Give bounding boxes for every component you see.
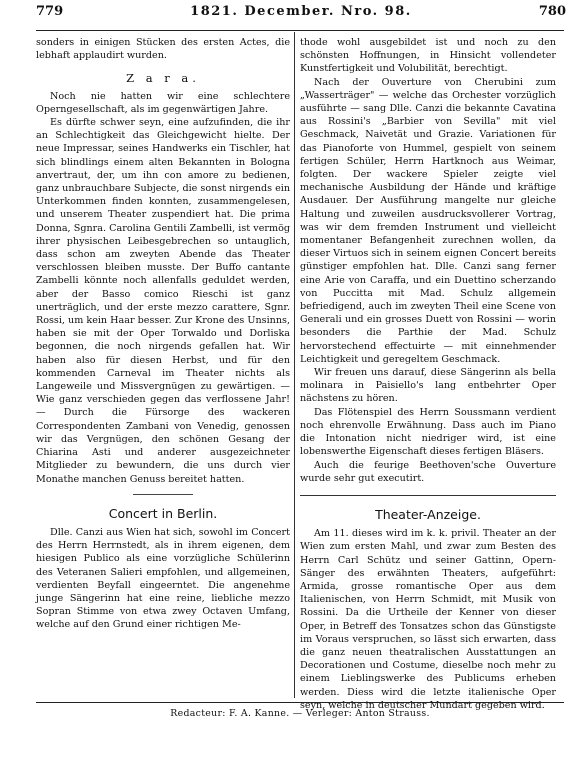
right-column — [300, 36, 556, 712]
footer-credits: Redacteur: F. A. Kanne. — Verleger: Anton Strauss. — [170, 708, 430, 719]
zara-paragraph-1: Noch nie hatten wir eine schlechtere Operngesellschaft, als im gegenwärtigen Jahre. — [36, 90, 290, 115]
page-number-right: 780 — [538, 4, 566, 19]
theater-paragraph: Am 11. dieses wird im k. k. privil. Theater an der Wien zum ersten Mahl, und zwar zum Besten des Herrn Carl Schütz und seiner Gattinn, Opern-Sänger des erwähnten Theaters, aufgeführt: Armida, grosse romantische Oper aus dem Italienischen, von Herrn Schmidt, mit Musik von Rossini. Da die Urtheile der Kenner von dieser Oper, in Betreff des Tonsatzes schon das Günstigste im Voraus verspruchen, so lässt sich erwarten, dass die ganz neuen theatralischen Ausstattungen an Decorationen und Costume, dieselbe noch mehr zu einem Lieblingswerke des Publicums erheben werden. Diess wird die letzte italienische Oper seyn, welche in deutscher Mundart gegeben wird. — [300, 528, 556, 711]
footer-rule — [36, 702, 564, 703]
berlin-paragraph-3: Wir freuen uns darauf, diese Sängerinn als bella molinara in Paisiello's lang entbehrter Oper nächstens zu hören. — [300, 367, 556, 405]
section-divider — [133, 494, 193, 495]
column-divider — [294, 32, 295, 698]
page-number-left: 779 — [36, 4, 64, 19]
section-title-zara: Z a r a. — [126, 71, 200, 86]
page-footer — [36, 702, 564, 719]
berlin-paragraph-2: Nach der Ouverture von Cherubini zum „Wasserträger" — welche das Orchester vorzüglich ausführte — sang Dlle. Canzi die bekannte Cavatina aus Rossini's „Barbier von Sevilla" mit viel Geschmack, Naivetät und Grazie. Variationen für das Pianoforte von Hummel, gespielt von seinem fertigen Schüler, Herrn Hartknoch aus Weimar, folgten. Der wackere Spieler zeigte viel mechanische Ausbildung der Hände und kräftige Ausdauer. Der Ausführung mangelte nur gleiche Haltung und zuweilen ausdrucksvollerer Vortrag, was wir dem fremden Instrument und vielleicht momentaner Befangenheit zurechnen wollen, da dieser Virtuos sich in seinem eignen Concert bereits günstiger empfohlen hat. Dlle. Canzi sang ferner eine Arie von Caraffa, und ein Duettino scherzando von Puccitta mit Mad. Schulz allgemein befriedigend, auch im zweyten Theil eine Scene von Generali und ein grosses Duett von Rossini — worin besonders die Parthie der Mad. Schulz hervorstechend effectuirte — mit einnehmender Leichtigkeit und geregeltem Geschmack. — [300, 76, 556, 365]
section-title-berlin: Concert in Berlin. — [108, 505, 218, 521]
berlin-paragraph-5: Auch die feurige Beethoven'sche Ouverture wurde sehr gut executirt. — [300, 459, 556, 484]
issue-heading: 1821. December. Nro. 98. — [190, 4, 412, 19]
berlin-paragraph-4: Das Flötenspiel des Herrn Soussmann verdient noch ehrenvolle Erwähnung. Dass auch im Piano die Intonation nicht niedriger wird, ist eine lobenswerthe Eigenschaft dieses fertigen Bläsers. — [300, 406, 556, 458]
left-column — [36, 36, 290, 632]
page-header — [36, 4, 566, 28]
berlin-paragraph-1: Dlle. Canzi aus Wien hat sich, sowohl im Concert des Herrn Herrnstedt, als in ihrem eigenen, dem hiesigen Publico als eine vorzügliche Schülerinn des Veteranen Salieri empfohlen, und allgemeinen, verdienten Beyfall eingeerntet. Die angenehme junge Sängerinn hat eine reine, liebliche mezzo Sopran Stimme von etwa zwey Octaven Umfang, welche auf den Grund einer richtigen Me- — [36, 526, 290, 631]
section-divider-right — [300, 495, 556, 496]
berlin-continued-paragraph: thode wohl ausgebildet ist und noch zu den schönsten Hoffnungen, in Hinsicht vollendeter Kunstfertigkeit und Volubilität, berechtigt. — [300, 37, 556, 75]
zara-paragraph-2: Es dürfte schwer seyn, eine aufzufinden, die ihr an Schlechtigkeit das Gleichgewicht hielte. Der neue Impressar, seines Handwerks ein Tischler, hat sich blindlings einem alten Bekannten in Bologna anvertraut, der, um ihn con amore zu bedienen, ganz unbrauchbare Subjecte, die sonst nirgends ein Unterkommen finden konnten, zusammengelesen, und unserem Theater zuspendiert hat. Die prima Donna, Sgnra. Carolina Gentili Zambelli, ist vermög ihrer physischen Leibesgebrechen so untauglich, dass schon am zweyten Abende das Theater verschlossen bleiben musste. Der Buffo cantante Zambelli könnte noch allenfalls geduldet werden, aber der Basso comico Rieschi ist ganz unerträglich, und der erste mezzo carattere, Sgnr. Rossi, um kein Haar besser. Zur Krone des Unsinns, haben sie mit der Oper Torwaldo und Dorliska begonnen, die noch nirgends gefallen hat. Wir haben also für diesen Herbst, und für den kommenden Carneval im Theater nichts als Langeweile und Missvergnügen zu gewärtigen. — Wie ganz verschieden gegen das verflossene Jahr! — Durch die Fürsorge des wackeren Correspondenten Zambani von Venedig, genossen wir das Vergnügen, den schönen Gesang der Chiarina Asti und anderer ausgezeichneter Mitglieder zu bewundern, die uns durch vier Monathe manchen Genuss bereitet hatten. — [36, 117, 290, 485]
header-rule — [36, 30, 564, 31]
section-title-theater: Theater-Anzeige. — [375, 506, 481, 522]
continued-paragraph: sonders in einigen Stücken des ersten Actes, die lebhaft applaudirt wurden. — [36, 37, 290, 62]
